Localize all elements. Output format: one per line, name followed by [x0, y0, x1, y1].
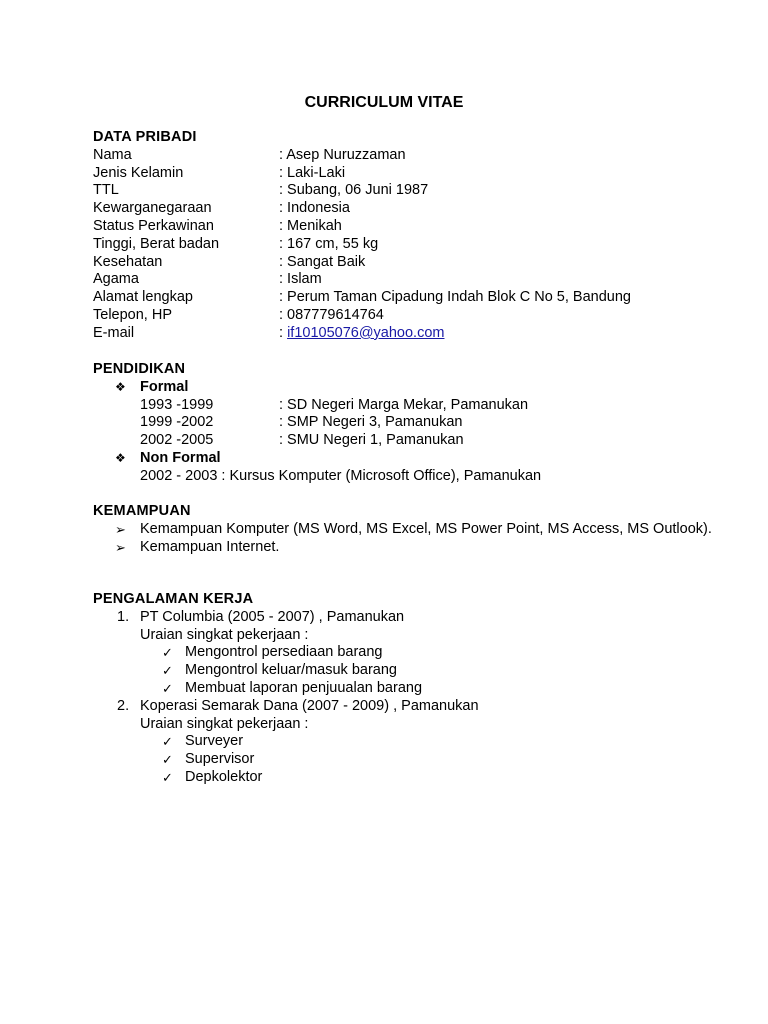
email-link[interactable]: if10105076@yahoo.com — [287, 324, 445, 341]
personal-row — [93, 165, 713, 183]
personal-row — [93, 236, 713, 254]
field-label: Nama — [93, 146, 132, 163]
email-label: E-mail — [93, 324, 135, 341]
field-value: : Subang, 06 Juni 1987 — [279, 182, 429, 199]
check-icon: ✓ — [162, 663, 173, 679]
task-text: Mengontrol keluar/masuk barang — [185, 662, 397, 679]
field-value: : Menikah — [279, 217, 342, 234]
nonformal-entry: 2002 - 2003 : Kursus Komputer (Microsoft Office), Pamanukan — [140, 467, 542, 484]
personal-row — [93, 307, 713, 325]
personal-data-section — [93, 129, 713, 343]
education-section — [93, 361, 713, 486]
job-desc-label: Uraian singkat pekerjaan : — [140, 715, 309, 732]
edu-years: 2002 -2005 — [140, 432, 214, 449]
nonformal-label: Non Formal — [140, 449, 221, 466]
diamond-bullet-icon: ❖ — [115, 450, 126, 465]
edu-school: : SMP Negeri 3, Pamanukan — [279, 414, 463, 431]
task-item — [93, 680, 713, 698]
job-number: 1. — [117, 608, 130, 625]
personal-data-heading: DATA PRIBADI — [93, 129, 197, 145]
nonformal-subheading — [93, 450, 713, 468]
task-item — [93, 733, 713, 751]
formal-row — [93, 397, 713, 415]
task-item — [93, 644, 713, 662]
formal-subheading — [93, 379, 713, 397]
diamond-bullet-icon: ❖ — [115, 379, 126, 394]
task-text: Membuat laporan penjuualan barang — [185, 679, 423, 696]
field-value: : Asep Nuruzzaman — [279, 146, 406, 163]
check-icon: ✓ — [162, 645, 173, 661]
personal-row — [93, 289, 713, 307]
task-text: Depkolektor — [185, 768, 263, 785]
job-item — [93, 609, 713, 627]
education-heading: PENDIDIKAN — [93, 361, 186, 377]
skill-text: Kemampuan Komputer (MS Word, MS Excel, MS Power Point, MS Access, MS Outlook). — [140, 520, 712, 537]
field-label: Alamat lengkap — [93, 289, 193, 306]
personal-row — [93, 182, 713, 200]
field-label: Status Perkawinan — [93, 217, 214, 234]
personal-row — [93, 271, 713, 289]
personal-row — [93, 200, 713, 218]
edu-school: : SD Negeri Marga Mekar, Pamanukan — [279, 396, 529, 413]
personal-row — [93, 254, 713, 272]
arrow-bullet-icon: ➢ — [115, 521, 126, 537]
task-item — [93, 662, 713, 680]
experience-section — [93, 591, 713, 787]
job-title: Koperasi Semarak Dana (2007 - 2009) , Pamanukan — [140, 697, 479, 714]
job-desc-label: Uraian singkat pekerjaan : — [140, 626, 309, 643]
job-title: PT Columbia (2005 - 2007) , Pamanukan — [140, 608, 405, 625]
personal-row-email — [93, 325, 713, 343]
field-label: Kewarganegaraan — [93, 200, 212, 217]
personal-row — [93, 147, 713, 165]
skill-item — [93, 539, 713, 557]
task-text: Supervisor — [185, 751, 255, 768]
skills-section — [93, 503, 713, 556]
field-label: Jenis Kelamin — [93, 164, 184, 181]
edu-years: 1993 -1999 — [140, 396, 214, 413]
job-item — [93, 698, 713, 716]
arrow-bullet-icon: ➢ — [115, 539, 126, 555]
field-value: : Sangat Baik — [279, 253, 366, 270]
edu-school: : SMU Negeri 1, Pamanukan — [279, 432, 464, 449]
edu-years: 1999 -2002 — [140, 414, 214, 431]
skills-heading: KEMAMPUAN — [93, 503, 191, 519]
task-item — [93, 751, 713, 769]
formal-row — [93, 432, 713, 450]
check-icon: ✓ — [162, 769, 173, 785]
email-value — [279, 325, 444, 343]
task-text: Mengontrol persediaan barang — [185, 644, 383, 661]
personal-row — [93, 218, 713, 236]
task-text: Surveyer — [185, 733, 244, 750]
field-label: Kesehatan — [93, 253, 163, 270]
skill-text: Kemampuan Internet. — [140, 538, 280, 555]
formal-row — [93, 414, 713, 432]
formal-label: Formal — [140, 378, 189, 395]
field-label: TTL — [93, 182, 119, 199]
field-value: : Laki-Laki — [279, 164, 346, 181]
task-item — [93, 769, 713, 787]
skill-item — [93, 521, 713, 539]
field-value: : 087779614764 — [279, 306, 384, 323]
document-title: CURRICULUM VITAE — [304, 94, 464, 111]
field-label: Agama — [93, 271, 139, 288]
field-label: Telepon, HP — [93, 306, 172, 323]
job-number: 2. — [117, 697, 130, 714]
check-icon: ✓ — [162, 752, 173, 768]
field-label: Tinggi, Berat badan — [93, 235, 220, 252]
field-value: : Islam — [279, 271, 322, 288]
field-value: : Perum Taman Cipadung Indah Blok C No 5, Bandung — [279, 289, 631, 306]
field-value: : 167 cm, 55 kg — [279, 235, 379, 252]
email-prefix: : — [279, 324, 288, 341]
experience-heading: PENGALAMAN KERJA — [93, 591, 254, 607]
check-icon: ✓ — [162, 680, 173, 696]
field-value: : Indonesia — [279, 200, 350, 217]
check-icon: ✓ — [162, 734, 173, 750]
